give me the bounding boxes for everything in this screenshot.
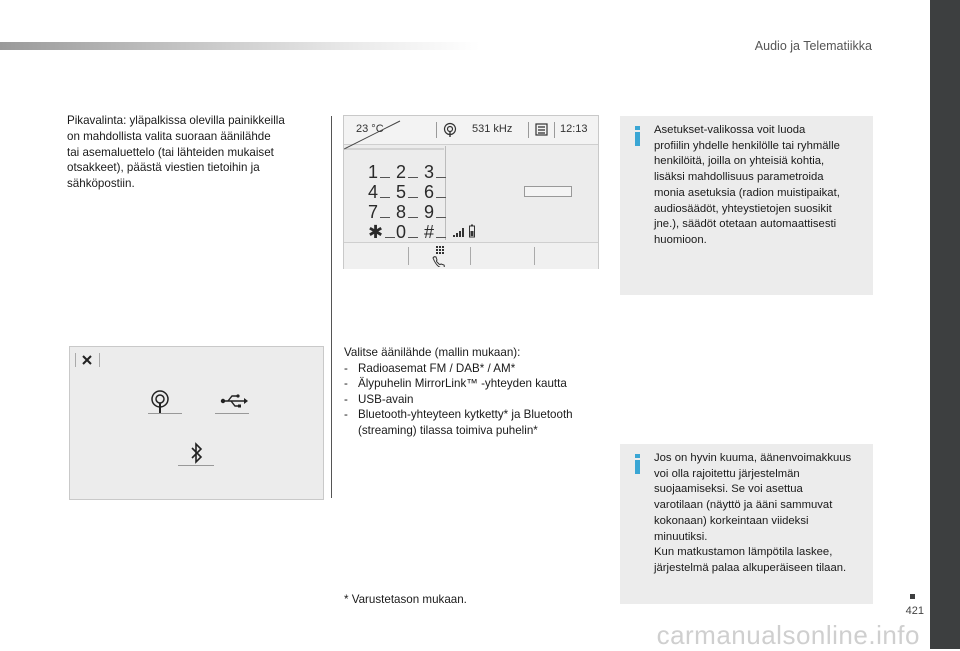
list-item: - Radioasemat FM / DAB* / AM*: [344, 361, 516, 375]
keypad-key: 6: [424, 182, 446, 203]
intro-line: otsakkeet), päästä viestien tietoihin ja: [67, 161, 260, 175]
source-underline: [178, 465, 214, 466]
source-underline: [215, 413, 249, 414]
temperature-readout: 23 °C: [356, 123, 384, 135]
info-icon: [634, 126, 641, 146]
header-gradient-bar: [0, 42, 480, 50]
display-field: [524, 186, 572, 197]
page-number: 421: [905, 605, 924, 617]
keypad-key: 7: [368, 202, 390, 223]
close-icon: [81, 354, 93, 366]
column-divider: [331, 116, 332, 498]
info-text: Asetukset-valikossa voit luoda profiilin yhdelle henkilölle tai ryhmälle henkilöitä, joilla on yhteisiä kohtia, lisäksi mahdollisuus parametroida monia asetuksia (radion muistipaikat, audiosäädöt, yhteystietojen suosikit jne.), säädöt otetaan automaattisesti huomioon.: [654, 124, 840, 246]
keypad-key: 2: [396, 162, 418, 183]
keypad-key: 5: [396, 182, 418, 203]
list-item: - Bluetooth-yhteyteen kytketty* ja Bluetooth (streaming) tilassa toimiva puhelin*: [344, 408, 573, 437]
keypad-key: 8: [396, 202, 418, 223]
battery-icon: [468, 224, 476, 238]
intro-line: tai asemaluettelo (tai lähteiden mukaiset: [67, 145, 274, 159]
radio-icon: [150, 389, 170, 415]
intro-paragraph: [67, 113, 319, 192]
phone-icon: [430, 245, 450, 267]
intro-line: on mahdollista valita suoraan äänilähde: [67, 129, 271, 143]
page-marker: [910, 594, 915, 599]
radio-bottom-bar: [344, 242, 598, 269]
list-item: - USB-avain: [344, 392, 414, 406]
source-underline: [148, 413, 182, 414]
keypad-key: ✱: [368, 222, 395, 243]
intro-line: Pikavalinta: yläpalkissa olevilla painikkeilla: [67, 114, 285, 127]
source-screen-illustration: [69, 346, 324, 500]
signal-icon: [452, 226, 466, 238]
watermark: carmanualsonline.info: [656, 620, 920, 650]
keypad-key: 9: [424, 202, 446, 223]
page-sidebar: [930, 0, 960, 649]
keypad-key: 3: [424, 162, 446, 183]
frequency-readout: 531 kHz: [472, 123, 513, 135]
keypad-key: 1: [368, 162, 390, 183]
keypad-key: 0: [396, 222, 418, 243]
info-icon: [634, 454, 641, 474]
info-box-heat: [620, 444, 873, 604]
sources-list: [344, 345, 604, 439]
info-text: Jos on hyvin kuuma, äänenvoimakkuus voi olla rajoitettu järjestelmän suojaamiseksi. Se voi asettua varotilaan (näyttö ja ääni sammuvat kokonaan) korkeintaan viideksi minuutiksi. Kun matkustamon lämpötila laskee, järjestelmä palaa alkuperäiseen tilaan.: [654, 452, 852, 574]
intro-line: sähköpostiin.: [67, 177, 135, 191]
section-title: Audio ja Telematiikka: [754, 39, 872, 53]
keypad-key: 4: [368, 182, 390, 203]
list-item: - Älypuhelin MirrorLink™ -yhteyden kautta: [344, 377, 567, 391]
bluetooth-icon: [190, 442, 204, 464]
footnote: * Varustetason mukaan.: [344, 593, 467, 606]
info-box-profiles: [620, 116, 873, 295]
sources-heading: Valitse äänilähde (mallin mukaan):: [344, 346, 521, 359]
clock-readout: 12:13: [560, 123, 588, 135]
radio-screen-illustration: [343, 115, 599, 269]
keypad-key: #: [424, 222, 446, 243]
usb-icon: [220, 393, 248, 409]
